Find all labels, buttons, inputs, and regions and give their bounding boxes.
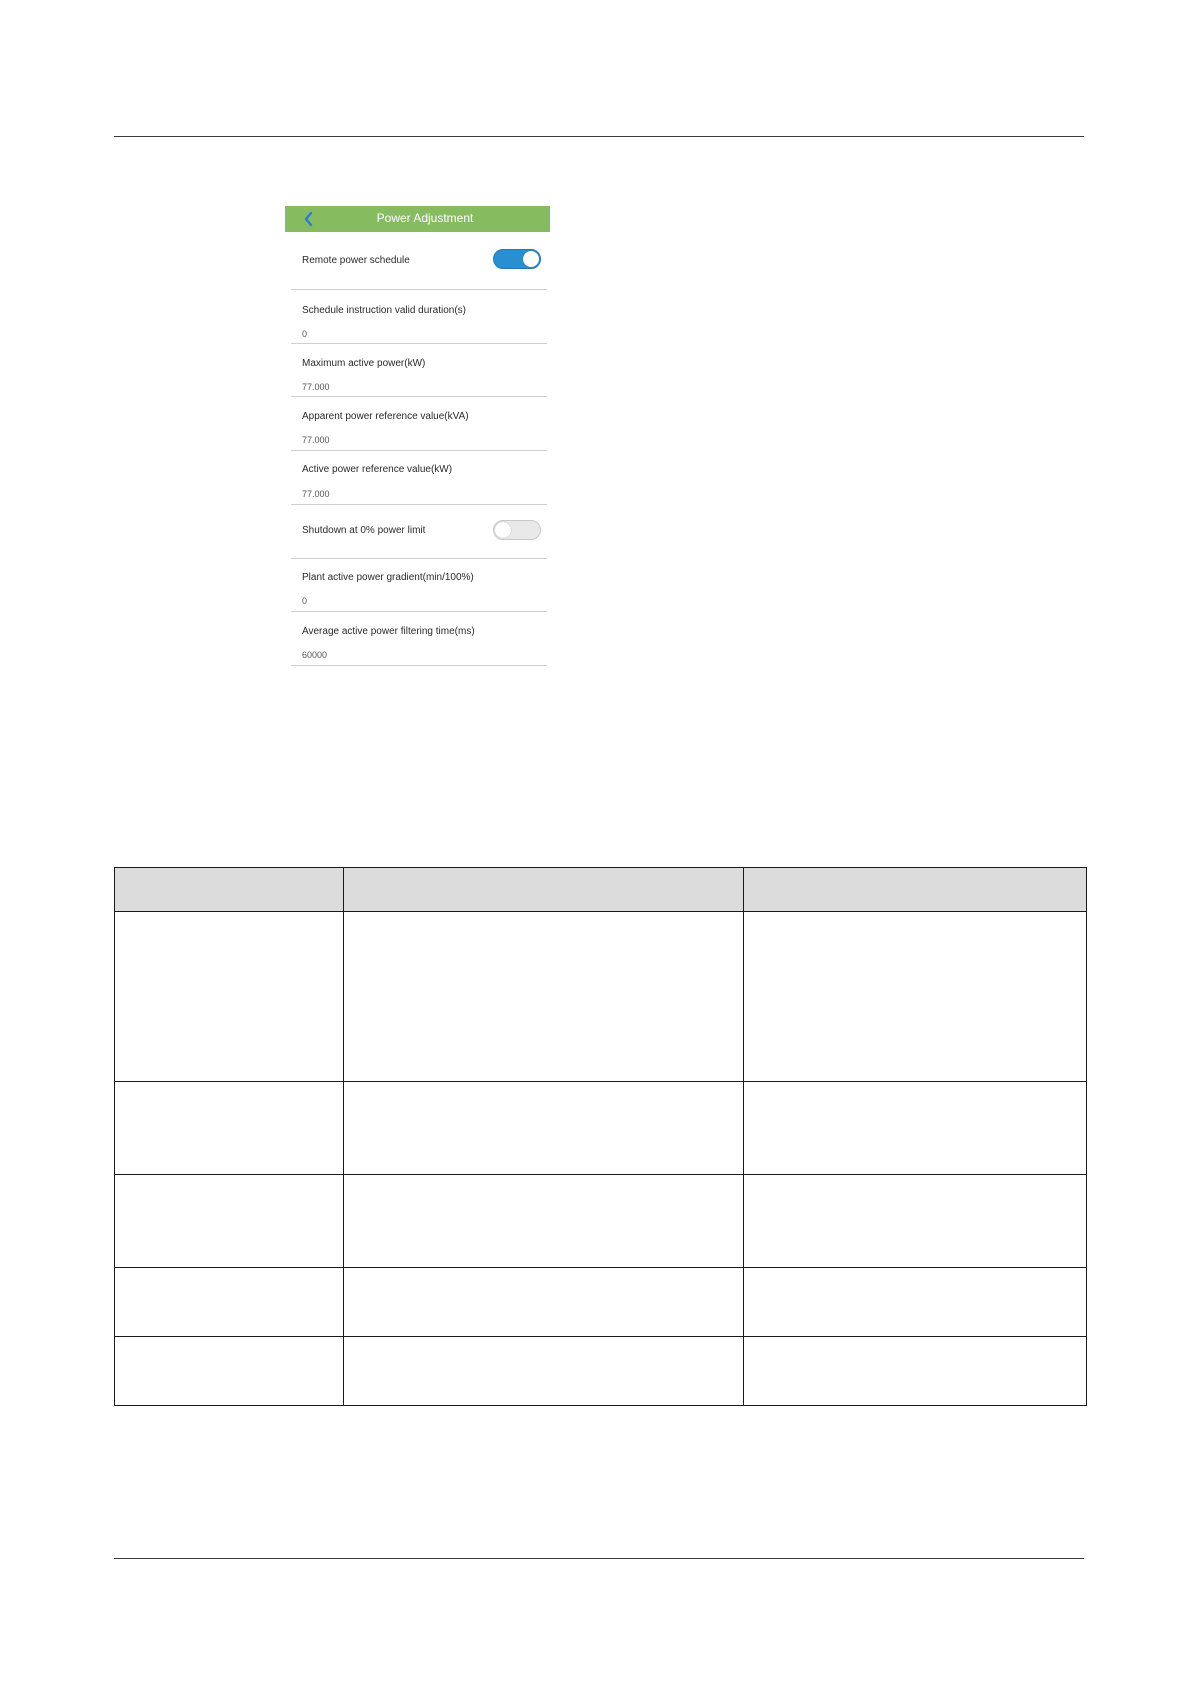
parameter-table	[114, 867, 1086, 1406]
table-cell	[115, 1337, 344, 1406]
table-cell	[344, 1175, 744, 1268]
table-cell	[115, 1175, 344, 1268]
apparent-power-reference-row[interactable]	[291, 397, 547, 451]
maximum-active-power-row[interactable]	[291, 344, 547, 397]
table-header-cell	[115, 868, 344, 912]
average-active-power-filtering-row[interactable]	[291, 612, 547, 666]
shutdown-zero-power-row	[291, 505, 547, 559]
row-label: Shutdown at 0% power limit	[302, 525, 426, 536]
table-cell	[344, 912, 744, 1082]
remote-power-schedule-toggle[interactable]	[493, 249, 541, 269]
row-label: Schedule instruction valid duration(s)	[302, 305, 466, 316]
schedule-instruction-duration-value[interactable]: 0	[302, 329, 308, 339]
table-cell	[344, 1082, 744, 1175]
active-power-reference-value[interactable]: 77.000	[302, 489, 330, 499]
table-cell	[744, 1082, 1087, 1175]
table-cell	[115, 1082, 344, 1175]
table-cell	[344, 1268, 744, 1337]
power-adjustment-screen	[285, 206, 550, 660]
table-cell	[344, 1337, 744, 1406]
table-row	[115, 1268, 1087, 1337]
schedule-instruction-duration-row[interactable]	[291, 290, 547, 344]
maximum-active-power-value[interactable]: 77.000	[302, 382, 330, 392]
toggle-knob	[495, 522, 511, 538]
row-label: Apparent power reference value(kVA)	[302, 411, 469, 422]
active-power-reference-row[interactable]	[291, 451, 547, 505]
table-row	[115, 1082, 1087, 1175]
footer-rule	[114, 1558, 1084, 1559]
table-row	[115, 912, 1087, 1082]
table-cell	[744, 1175, 1087, 1268]
row-label: Active power reference value(kW)	[302, 464, 453, 475]
remote-power-schedule-row	[291, 234, 547, 290]
table-cell	[744, 1268, 1087, 1337]
table-cell	[115, 912, 344, 1082]
header-rule	[114, 136, 1084, 137]
table-row	[115, 1175, 1087, 1268]
plant-active-power-gradient-row[interactable]	[291, 559, 547, 612]
table-header-row	[115, 868, 1087, 912]
row-label: Maximum active power(kW)	[302, 358, 426, 369]
table-cell	[744, 912, 1087, 1082]
row-label: Remote power schedule	[302, 255, 410, 266]
toggle-knob	[523, 251, 539, 267]
row-label: Plant active power gradient(min/100%)	[302, 572, 474, 583]
title-bar	[285, 206, 550, 232]
shutdown-zero-power-toggle[interactable]	[493, 520, 541, 540]
table-row	[115, 1337, 1087, 1406]
table-header-cell	[744, 868, 1087, 912]
table-cell	[744, 1337, 1087, 1406]
screen-title: Power Adjustment	[376, 211, 474, 225]
row-label: Average active power filtering time(ms)	[302, 626, 475, 637]
table-header-cell	[344, 868, 744, 912]
apparent-power-reference-value[interactable]: 77.000	[302, 435, 330, 445]
average-active-power-filtering-value[interactable]: 60000	[302, 650, 328, 660]
plant-active-power-gradient-value[interactable]: 0	[302, 596, 308, 606]
table-cell	[115, 1268, 344, 1337]
